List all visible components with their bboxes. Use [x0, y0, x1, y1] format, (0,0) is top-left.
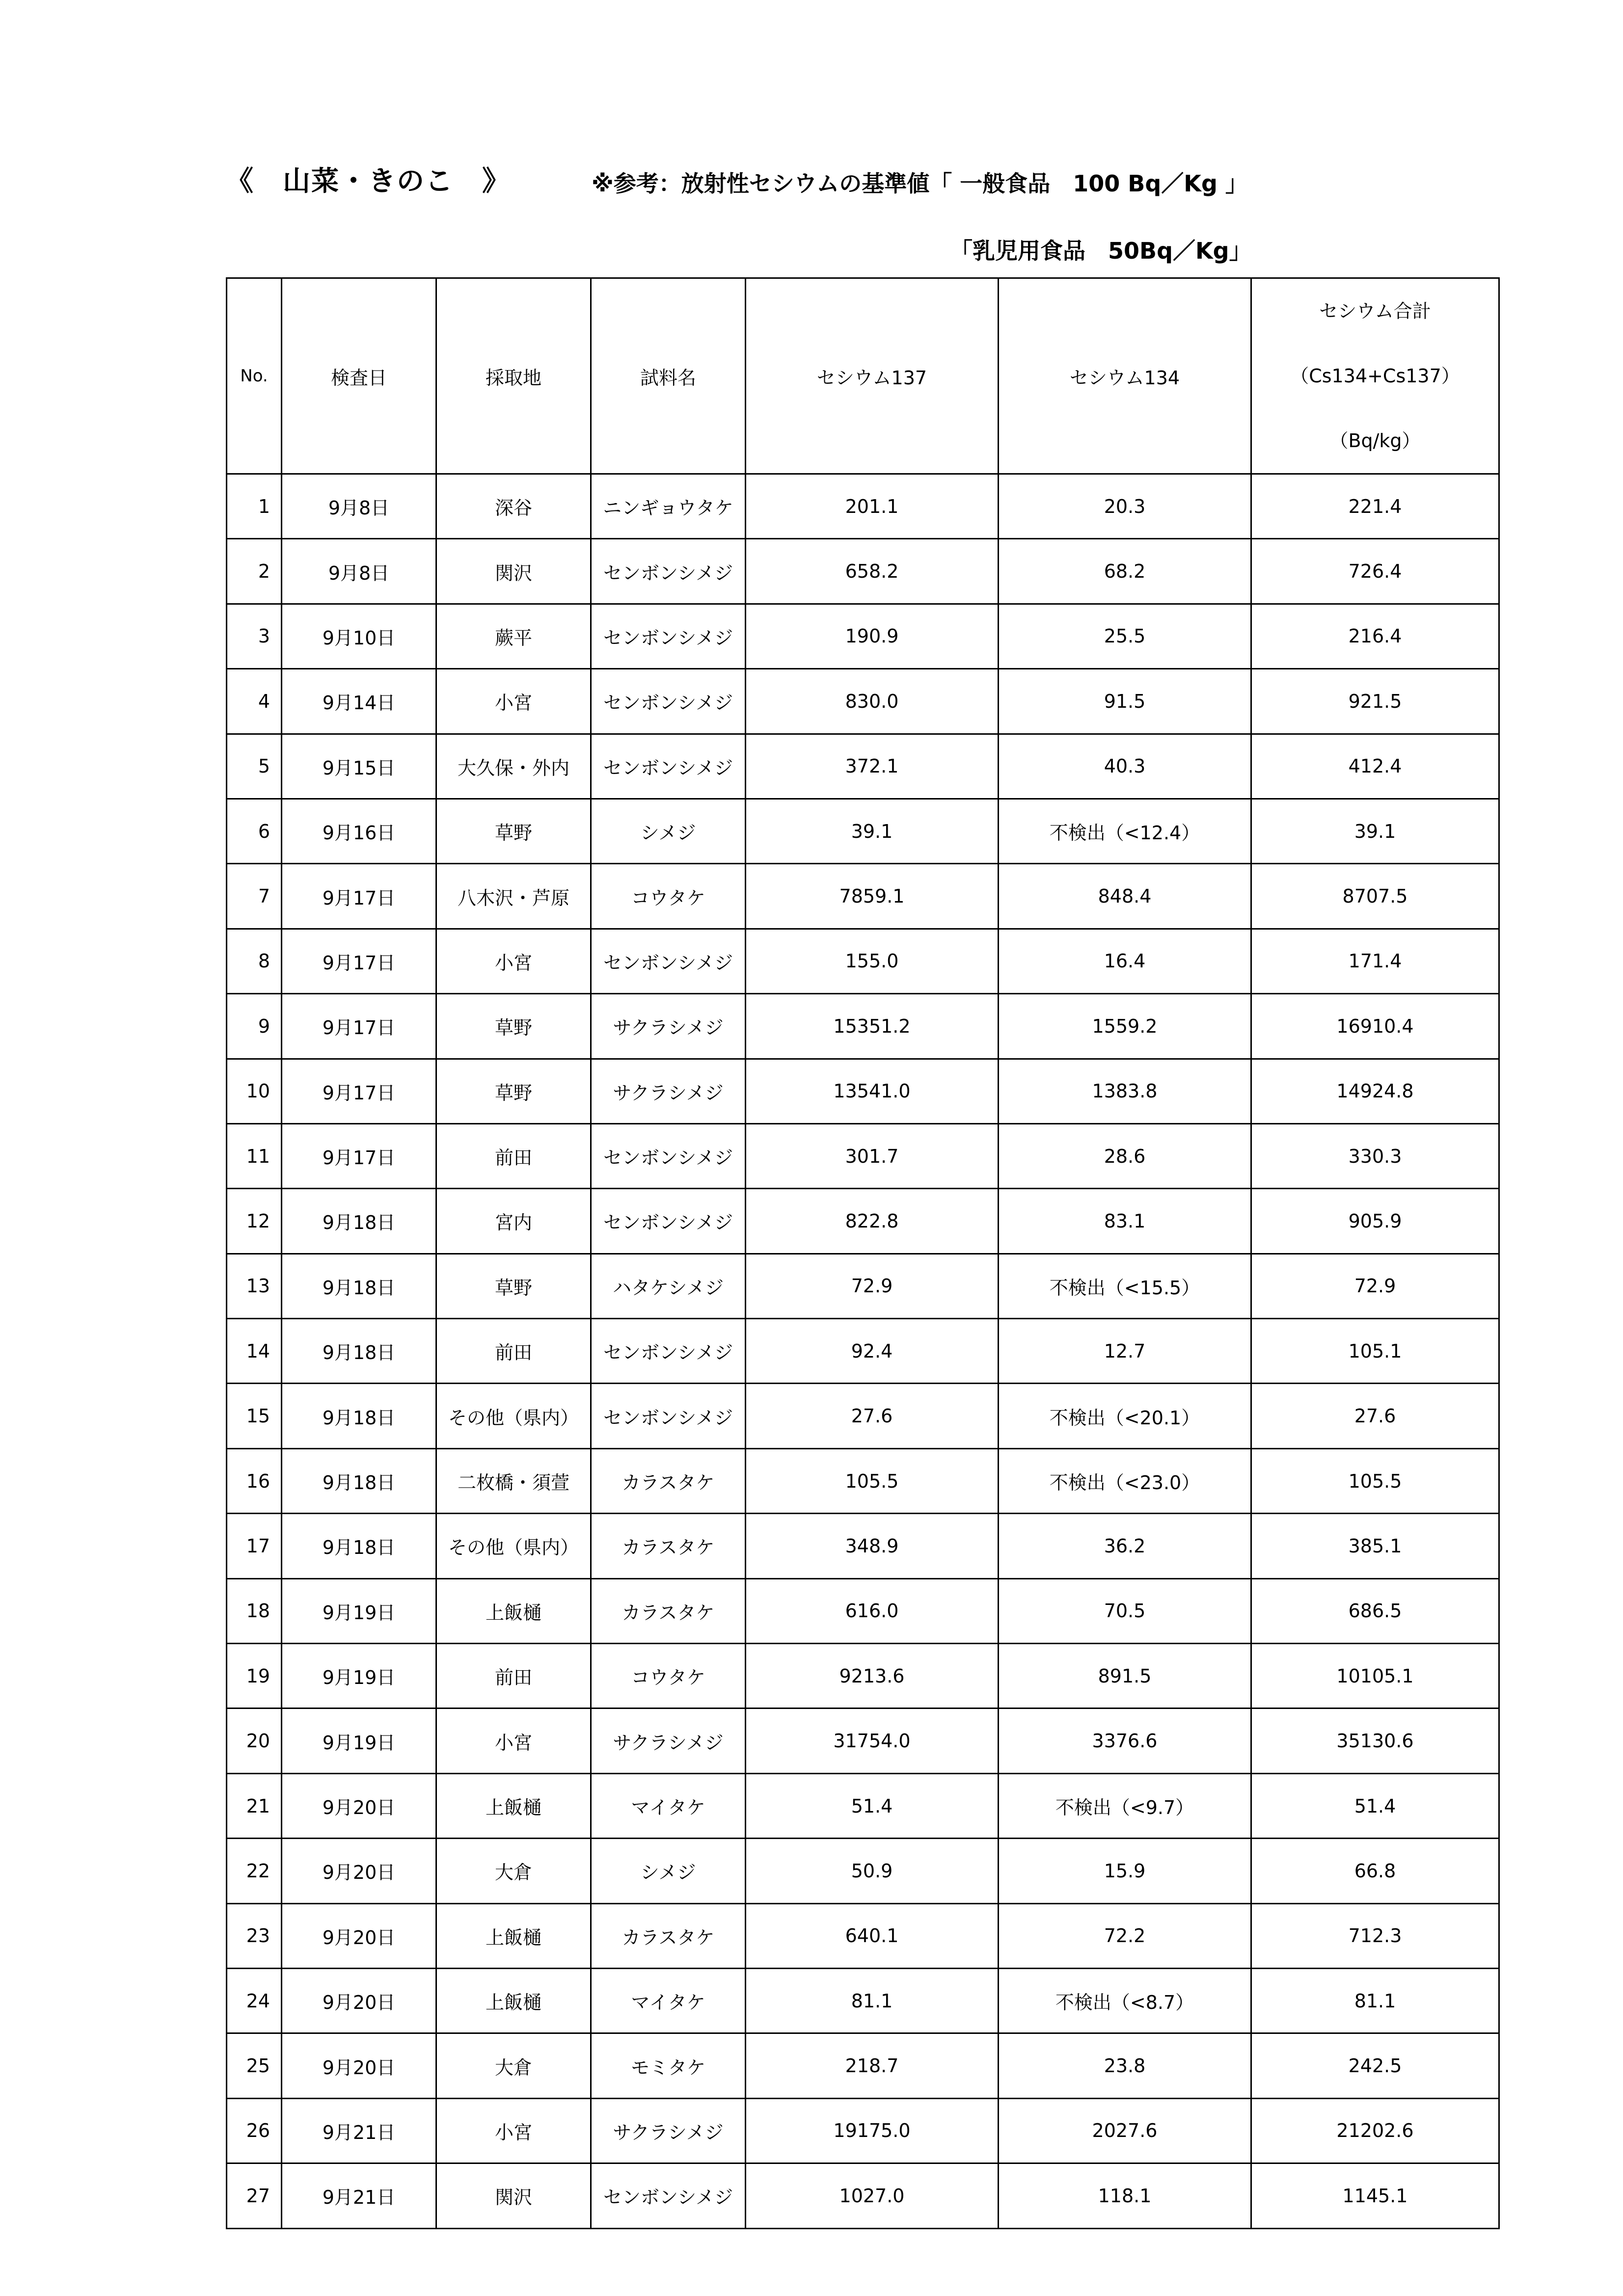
cell-cs134: 2027.6 [999, 2098, 1251, 2163]
cell-no: 26 [227, 2098, 282, 2163]
cell-date: 9月15日 [282, 734, 436, 799]
cell-cs134: 20.3 [999, 474, 1251, 539]
cell-no: 12 [227, 1189, 282, 1254]
table-row [227, 1644, 1499, 1709]
cell-location: 草野 [436, 1059, 591, 1123]
cell-sample: センボンシメジ [591, 1189, 746, 1254]
cell-cs137: 9213.6 [746, 1644, 999, 1709]
cell-date: 9月17日 [282, 864, 436, 929]
cell-total: 51.4 [1251, 1773, 1499, 1838]
cell-total: 16910.4 [1251, 994, 1499, 1059]
table-row [227, 1384, 1499, 1448]
reference-standard-infant: 「乳児用食品 50Bq／Kg」 [950, 238, 1252, 264]
cell-cs137: 830.0 [746, 669, 999, 734]
cell-location: 宮内 [436, 1189, 591, 1254]
column-header-no: No. [227, 278, 282, 474]
cell-sample: サクラシメジ [591, 994, 746, 1059]
table-row [227, 474, 1499, 539]
cell-cs137: 13541.0 [746, 1059, 999, 1123]
cell-no: 20 [227, 1709, 282, 1773]
cell-sample: センボンシメジ [591, 2163, 746, 2228]
table-row [227, 1773, 1499, 1838]
cell-total: 216.4 [1251, 604, 1499, 668]
table-header-row [227, 278, 1499, 474]
cell-location: 二枚橋・須萱 [436, 1448, 591, 1513]
cell-location: 草野 [436, 994, 591, 1059]
cell-date: 9月18日 [282, 1514, 436, 1578]
cell-location: 前田 [436, 1644, 591, 1709]
cell-no: 24 [227, 1968, 282, 2033]
cell-no: 2 [227, 539, 282, 604]
reference-standard-general: ※参考：放射性セシウムの基準値「 一般食品 100 Bq／Kg 」 [592, 170, 1248, 197]
cell-total: 10105.1 [1251, 1644, 1499, 1709]
cell-cs137: 15351.2 [746, 994, 999, 1059]
cell-no: 15 [227, 1384, 282, 1448]
results-table [226, 277, 1500, 2229]
cell-no: 23 [227, 1903, 282, 1968]
cell-total: 905.9 [1251, 1189, 1499, 1254]
cell-date: 9月16日 [282, 799, 436, 863]
cell-cs137: 19175.0 [746, 2098, 999, 2163]
cell-location: 大倉 [436, 1839, 591, 1903]
table-row [227, 734, 1499, 799]
table-row [227, 994, 1499, 1059]
cell-total: 412.4 [1251, 734, 1499, 799]
cell-total: 330.3 [1251, 1123, 1499, 1188]
cell-total: 8707.5 [1251, 864, 1499, 929]
table-row [227, 1448, 1499, 1513]
cell-location: 小宮 [436, 1709, 591, 1773]
cell-cs137: 640.1 [746, 1903, 999, 1968]
cell-location: 大久保・外内 [436, 734, 591, 799]
cell-total: 105.5 [1251, 1448, 1499, 1513]
column-header-total [1251, 278, 1499, 474]
cell-location: 草野 [436, 799, 591, 863]
cell-location: 関沢 [436, 539, 591, 604]
cell-no: 5 [227, 734, 282, 799]
table-row [227, 2098, 1499, 2163]
cell-cs134: 3376.6 [999, 1709, 1251, 1773]
cell-date: 9月18日 [282, 1189, 436, 1254]
cell-cs137: 218.7 [746, 2033, 999, 2098]
cell-total: 66.8 [1251, 1839, 1499, 1903]
cell-location: 上飯樋 [436, 1578, 591, 1643]
cell-location: 前田 [436, 1123, 591, 1188]
cell-cs134: 891.5 [999, 1644, 1251, 1709]
cell-no: 10 [227, 1059, 282, 1123]
cell-no: 1 [227, 474, 282, 539]
cell-date: 9月21日 [282, 2098, 436, 2163]
column-header-total-line3: （Bq/kg） [1329, 430, 1421, 452]
cell-cs137: 348.9 [746, 1514, 999, 1578]
cell-cs137: 31754.0 [746, 1709, 999, 1773]
table-row [227, 799, 1499, 863]
document-title: 《 山菜・きのこ 》 [226, 165, 511, 197]
cell-date: 9月14日 [282, 669, 436, 734]
cell-sample: カラスタケ [591, 1578, 746, 1643]
cell-no: 17 [227, 1514, 282, 1578]
cell-date: 9月18日 [282, 1448, 436, 1513]
cell-cs134: 不検出（<15.5） [999, 1254, 1251, 1318]
table-row [227, 1123, 1499, 1188]
table-row [227, 2163, 1499, 2228]
cell-cs134: 16.4 [999, 929, 1251, 993]
table-row [227, 1578, 1499, 1643]
cell-date: 9月18日 [282, 1319, 436, 1384]
cell-total: 221.4 [1251, 474, 1499, 539]
cell-cs137: 7859.1 [746, 864, 999, 929]
column-header-date: 検査日 [282, 278, 436, 474]
cell-sample: センボンシメジ [591, 734, 746, 799]
cell-total: 1145.1 [1251, 2163, 1499, 2228]
cell-location: 上飯樋 [436, 1773, 591, 1838]
cell-sample: コウタケ [591, 1644, 746, 1709]
cell-total: 385.1 [1251, 1514, 1499, 1578]
cell-sample: センボンシメジ [591, 929, 746, 993]
table-row [227, 1059, 1499, 1123]
cell-date: 9月18日 [282, 1384, 436, 1448]
cell-cs134: 91.5 [999, 669, 1251, 734]
cell-location: 小宮 [436, 669, 591, 734]
table-row [227, 929, 1499, 993]
cell-date: 9月19日 [282, 1644, 436, 1709]
cell-sample: カラスタケ [591, 1514, 746, 1578]
cell-sample: モミタケ [591, 2033, 746, 2098]
cell-cs134: 不検出（<23.0） [999, 1448, 1251, 1513]
cell-cs137: 39.1 [746, 799, 999, 863]
cell-total: 21202.6 [1251, 2098, 1499, 2163]
cell-no: 4 [227, 669, 282, 734]
cell-cs134: 不検出（<9.7） [999, 1773, 1251, 1838]
cell-total: 712.3 [1251, 1903, 1499, 1968]
cell-sample: センボンシメジ [591, 1384, 746, 1448]
cell-sample: センボンシメジ [591, 669, 746, 734]
cell-total: 242.5 [1251, 2033, 1499, 2098]
cell-date: 9月21日 [282, 2163, 436, 2228]
table-row [227, 1514, 1499, 1578]
cell-no: 16 [227, 1448, 282, 1513]
cell-cs134: 1383.8 [999, 1059, 1251, 1123]
cell-sample: ハタケシメジ [591, 1254, 746, 1318]
table-row [227, 864, 1499, 929]
cell-location: その他（県内） [436, 1384, 591, 1448]
cell-sample: センボンシメジ [591, 539, 746, 604]
cell-cs134: 23.8 [999, 2033, 1251, 2098]
column-header-location: 採取地 [436, 278, 591, 474]
cell-cs134: 83.1 [999, 1189, 1251, 1254]
cell-no: 18 [227, 1578, 282, 1643]
table-row [227, 1709, 1499, 1773]
cell-cs134: 不検出（<20.1） [999, 1384, 1251, 1448]
cell-cs137: 27.6 [746, 1384, 999, 1448]
cell-location: 小宮 [436, 2098, 591, 2163]
cell-sample: センボンシメジ [591, 1123, 746, 1188]
cell-total: 921.5 [1251, 669, 1499, 734]
cell-cs134: 36.2 [999, 1514, 1251, 1578]
cell-date: 9月20日 [282, 1903, 436, 1968]
cell-cs134: 1559.2 [999, 994, 1251, 1059]
table-row [227, 1839, 1499, 1903]
cell-no: 22 [227, 1839, 282, 1903]
cell-date: 9月17日 [282, 1123, 436, 1188]
cell-date: 9月19日 [282, 1578, 436, 1643]
cell-cs134: 28.6 [999, 1123, 1251, 1188]
cell-location: 蕨平 [436, 604, 591, 668]
cell-location: 草野 [436, 1254, 591, 1318]
cell-cs134: 不検出（<8.7） [999, 1968, 1251, 2033]
cell-date: 9月8日 [282, 474, 436, 539]
column-header-sample: 試料名 [591, 278, 746, 474]
cell-date: 9月20日 [282, 1968, 436, 2033]
cell-date: 9月20日 [282, 1773, 436, 1838]
cell-total: 171.4 [1251, 929, 1499, 993]
cell-cs134: 68.2 [999, 539, 1251, 604]
table-row [227, 2033, 1499, 2098]
cell-total: 81.1 [1251, 1968, 1499, 2033]
cell-sample: カラスタケ [591, 1903, 746, 1968]
cell-cs137: 616.0 [746, 1578, 999, 1643]
cell-no: 27 [227, 2163, 282, 2228]
cell-date: 9月10日 [282, 604, 436, 668]
table-row [227, 539, 1499, 604]
cell-sample: ニンギョウタケ [591, 474, 746, 539]
cell-no: 9 [227, 994, 282, 1059]
table-row [227, 1903, 1499, 1968]
cell-cs134: 40.3 [999, 734, 1251, 799]
cell-cs137: 51.4 [746, 1773, 999, 1838]
cell-sample: マイタケ [591, 1968, 746, 2033]
cell-cs137: 372.1 [746, 734, 999, 799]
column-header-cs137: セシウム137 [746, 278, 999, 474]
cell-total: 27.6 [1251, 1384, 1499, 1448]
table-row [227, 604, 1499, 668]
cell-sample: サクラシメジ [591, 2098, 746, 2163]
cell-no: 21 [227, 1773, 282, 1838]
cell-cs134: 15.9 [999, 1839, 1251, 1903]
cell-no: 25 [227, 2033, 282, 2098]
cell-date: 9月8日 [282, 539, 436, 604]
cell-sample: センボンシメジ [591, 1319, 746, 1384]
cell-cs137: 105.5 [746, 1448, 999, 1513]
cell-cs137: 190.9 [746, 604, 999, 668]
cell-sample: コウタケ [591, 864, 746, 929]
cell-sample: カラスタケ [591, 1448, 746, 1513]
cell-no: 13 [227, 1254, 282, 1318]
cell-total: 686.5 [1251, 1578, 1499, 1643]
cell-cs134: 848.4 [999, 864, 1251, 929]
cell-cs137: 50.9 [746, 1839, 999, 1903]
cell-total: 14924.8 [1251, 1059, 1499, 1123]
cell-date: 9月17日 [282, 994, 436, 1059]
cell-date: 9月18日 [282, 1254, 436, 1318]
cell-date: 9月20日 [282, 1839, 436, 1903]
cell-cs134: 72.2 [999, 1903, 1251, 1968]
cell-location: 八木沢・芦原 [436, 864, 591, 929]
cell-total: 105.1 [1251, 1319, 1499, 1384]
cell-location: 上飯樋 [436, 1968, 591, 2033]
column-header-total-line1: セシウム合計 [1319, 300, 1431, 322]
cell-sample: マイタケ [591, 1773, 746, 1838]
cell-cs137: 201.1 [746, 474, 999, 539]
table-row [227, 1189, 1499, 1254]
cell-total: 35130.6 [1251, 1709, 1499, 1773]
cell-cs137: 822.8 [746, 1189, 999, 1254]
cell-location: その他（県内） [436, 1514, 591, 1578]
cell-date: 9月17日 [282, 929, 436, 993]
cell-sample: シメジ [591, 799, 746, 863]
cell-cs137: 72.9 [746, 1254, 999, 1318]
table-row [227, 1968, 1499, 2033]
cell-cs137: 1027.0 [746, 2163, 999, 2228]
cell-no: 8 [227, 929, 282, 993]
cell-location: 前田 [436, 1319, 591, 1384]
cell-sample: サクラシメジ [591, 1709, 746, 1773]
cell-location: 大倉 [436, 2033, 591, 2098]
cell-date: 9月20日 [282, 2033, 436, 2098]
cell-cs134: 25.5 [999, 604, 1251, 668]
cell-location: 上飯樋 [436, 1903, 591, 1968]
cell-cs134: 70.5 [999, 1578, 1251, 1643]
cell-total: 39.1 [1251, 799, 1499, 863]
cell-total: 726.4 [1251, 539, 1499, 604]
cell-cs137: 81.1 [746, 1968, 999, 2033]
table-row [227, 669, 1499, 734]
cell-date: 9月19日 [282, 1709, 436, 1773]
column-header-total-line2: （Cs134+Cs137） [1290, 365, 1460, 387]
cell-no: 19 [227, 1644, 282, 1709]
cell-sample: シメジ [591, 1839, 746, 1903]
cell-no: 11 [227, 1123, 282, 1188]
table-body [227, 474, 1499, 2229]
table-row [227, 1319, 1499, 1384]
column-header-cs134: セシウム134 [999, 278, 1251, 474]
cell-cs137: 658.2 [746, 539, 999, 604]
cell-cs134: 12.7 [999, 1319, 1251, 1384]
cell-no: 6 [227, 799, 282, 863]
cell-no: 14 [227, 1319, 282, 1384]
cell-no: 3 [227, 604, 282, 668]
table-row [227, 1254, 1499, 1318]
cell-no: 7 [227, 864, 282, 929]
cell-sample: サクラシメジ [591, 1059, 746, 1123]
cell-date: 9月17日 [282, 1059, 436, 1123]
cell-sample: センボンシメジ [591, 604, 746, 668]
cell-location: 深谷 [436, 474, 591, 539]
cell-cs134: 不検出（<12.4） [999, 799, 1251, 863]
cell-cs137: 301.7 [746, 1123, 999, 1188]
cell-cs137: 155.0 [746, 929, 999, 993]
cell-location: 小宮 [436, 929, 591, 993]
cell-cs134: 118.1 [999, 2163, 1251, 2228]
cell-cs137: 92.4 [746, 1319, 999, 1384]
cell-location: 関沢 [436, 2163, 591, 2228]
cell-total: 72.9 [1251, 1254, 1499, 1318]
